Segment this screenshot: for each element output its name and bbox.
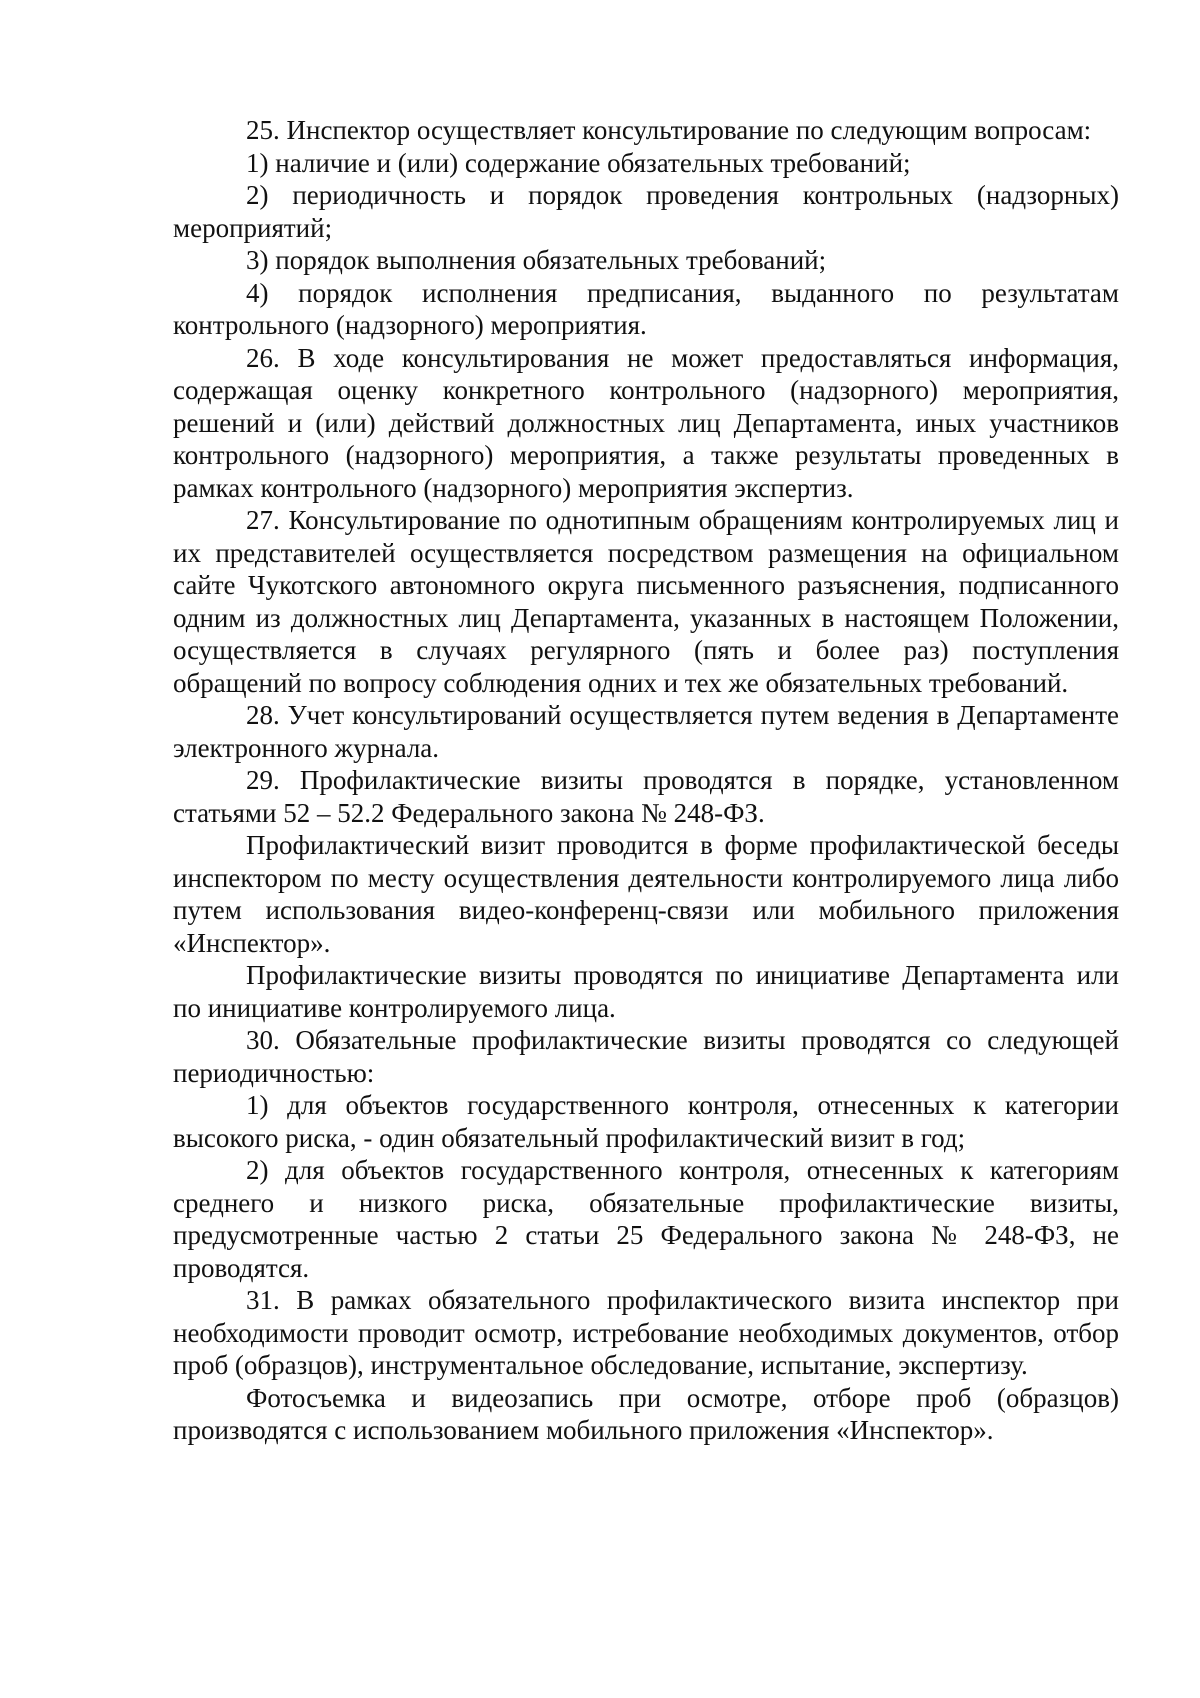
paragraph-28: 28. Учет консультирований осуществляется путем ведения в Департаменте электронного журнала. <box>173 700 1119 763</box>
paragraph-29: 29. Профилактические визиты проводятся в порядке, установленном статьями 52 – 52.2 Федерального закона № 248-ФЗ. <box>173 765 1119 828</box>
document-body <box>173 114 1119 1447</box>
list-item-30-2: 2) для объектов государственного контроля, отнесенных к категориям среднего и низкого риска, обязательные профилактические визиты, предусмотренные частью 2 статьи 25 Федерального закона № 248-ФЗ, не проводятся. <box>173 1155 1119 1283</box>
list-item-25-3: 3) порядок выполнения обязательных требований; <box>246 245 827 275</box>
paragraph-25: 25. Инспектор осуществляет консультирование по следующим вопросам: <box>246 115 1092 145</box>
paragraph-27: 27. Консультирование по однотипным обращениям контролируемых лиц и их представителей осуществляется посредством размещения на официальном сайте Чукотского автономного округа письменного разъяснения, подписанного одним из должностных лиц Департамента, указанных в настоящем Положении, осуществляется в случаях регулярного (пять и более раз) поступления обращений по вопросу соблюдения одних и тех же обязательных требований. <box>173 505 1119 698</box>
paragraph-31: 31. В рамках обязательного профилактического визита инспектор при необходимости проводит осмотр, истребование необходимых документов, отбор проб (образцов), инструментальное обследование, испытание, экспертизу. <box>173 1285 1119 1380</box>
paragraph-31-photo-video: Фотосъемка и видеозапись при осмотре, отборе проб (образцов) производятся с использованием мобильного приложения «Инспектор». <box>173 1382 1119 1445</box>
paragraph-29-visit-form: Профилактический визит проводится в форме профилактической беседы инспектором по месту осуществления деятельности контролируемого лица либо путем использования видео-конференц-связи или мобильного приложения «Инспектор». <box>173 830 1119 958</box>
list-item-30-1: 1) для объектов государственного контроля, отнесенных к категории высокого риска, - один обязательный профилактический визит в год; <box>173 1090 1119 1153</box>
paragraph-29-initiative: Профилактические визиты проводятся по инициативе Департамента или по инициативе контролируемого лица. <box>173 960 1119 1023</box>
paragraph-26: 26. В ходе консультирования не может предоставляться информация, содержащая оценку конкретного контрольного (надзорного) мероприятия, решений и (или) действий должностных лиц Департамента, иных участников контрольного (надзорного) мероприятия, а также результаты проведенных в рамках контрольного (надзорного) мероприятия экспертиз. <box>173 342 1119 503</box>
list-item-25-4: 4) порядок исполнения предписания, выданного по результатам контрольного (надзорного) мероприятия. <box>173 277 1119 340</box>
paragraph-30: 30. Обязательные профилактические визиты проводятся со следующей периодичностью: <box>173 1025 1119 1088</box>
list-item-25-2: 2) периодичность и порядок проведения контрольных (надзорных) мероприятий; <box>173 180 1119 243</box>
list-item-25-1: 1) наличие и (или) содержание обязательных требований; <box>246 147 911 178</box>
